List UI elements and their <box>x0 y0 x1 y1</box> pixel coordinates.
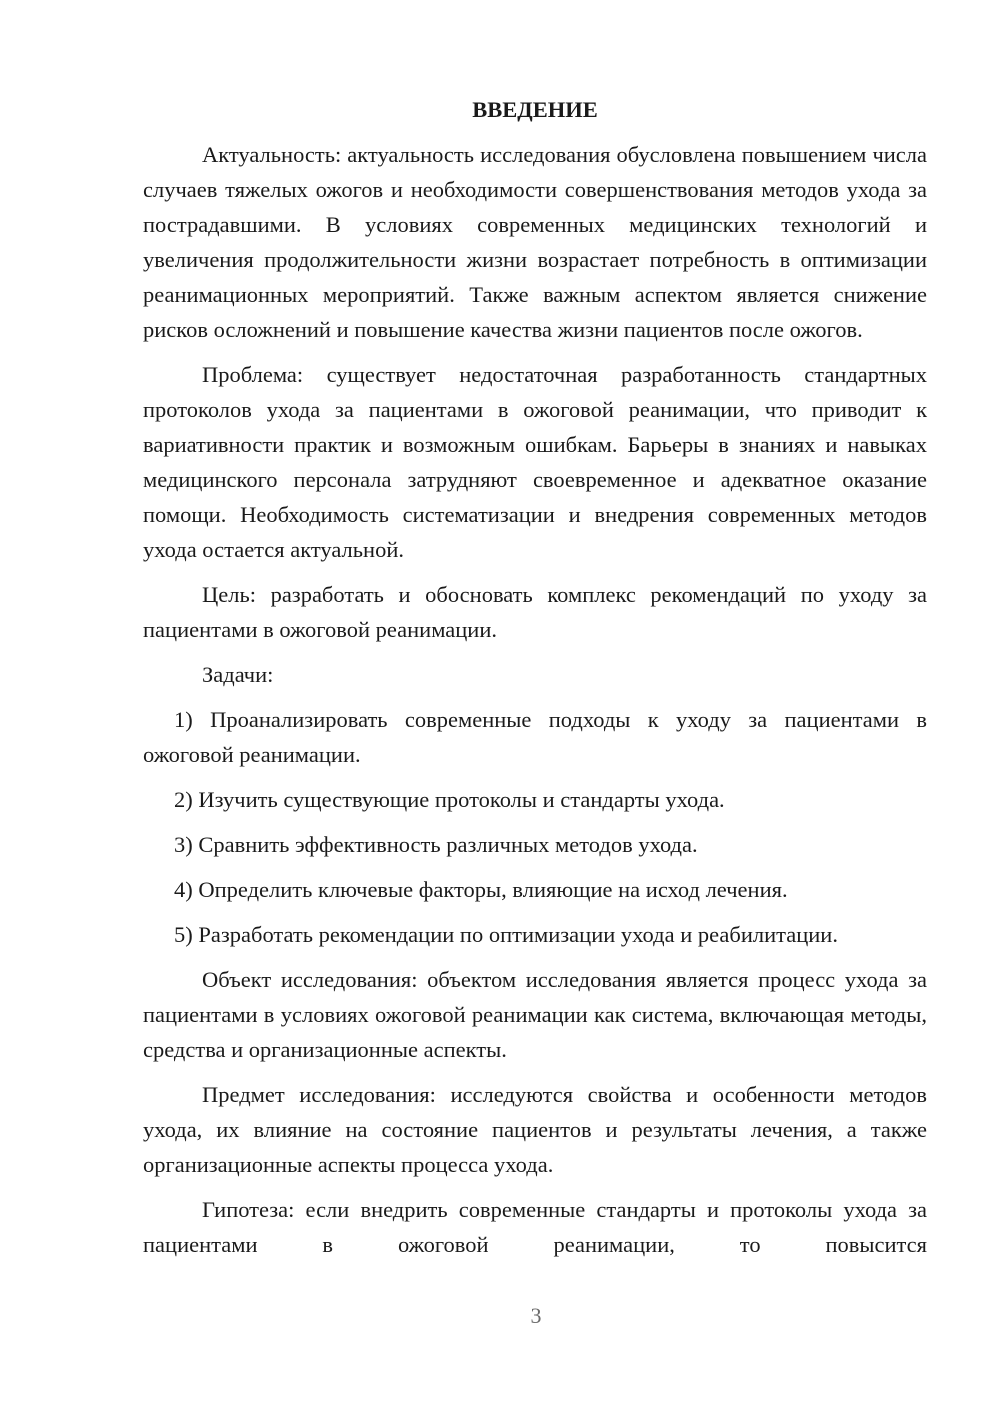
document-body <box>143 92 927 1272</box>
tasks-label: Задачи: <box>202 662 274 687</box>
page-number: 3 <box>530 1303 542 1328</box>
task-item: 5) Разработать рекомендации по оптимизации ухода и реабилитации. <box>174 922 838 947</box>
task-item: 3) Сравнить эффективность различных методов ухода. <box>174 832 698 857</box>
subject-paragraph: Предмет исследования: исследуются свойства и особенности методов ухода, их влияние на состояние пациентов и результаты лечения, а также организационные аспекты процесса ухода. <box>143 1082 927 1177</box>
section-heading: ВВЕДЕНИЕ <box>472 97 598 122</box>
hypothesis-paragraph: Гипотеза: если внедрить современные стандарты и протоколы ухода за пациентами в ожоговой реанимации, то повысится <box>143 1197 927 1257</box>
goal-paragraph: Цель: разработать и обосновать комплекс рекомендаций по уходу за пациентами в ожоговой реанимации. <box>143 582 927 642</box>
task-item: 4) Определить ключевые факторы, влияющие на исход лечения. <box>174 877 788 902</box>
object-paragraph: Объект исследования: объектом исследования является процесс ухода за пациентами в условиях ожоговой реанимации как система, включающая методы, средства и организационные аспекты. <box>143 967 927 1062</box>
problem-paragraph: Проблема: существует недостаточная разработанность стандартных протоколов ухода за пациентами в ожоговой реанимации, что приводит к вариативности практик и возможным ошибкам. Барьеры в знаниях и навыках медицинского персонала затрудняют своевременное и адекватное оказание помощи. Необходимость систематизации и внедрения современных методов ухода остается актуальной. <box>143 362 927 562</box>
task-item: 2) Изучить существующие протоколы и стандарты ухода. <box>174 787 725 812</box>
task-item: 1) Проанализировать современные подходы к уходу за пациентами в ожоговой реанимации. <box>143 707 927 767</box>
relevance-paragraph: Актуальность: актуальность исследования обусловлена повышением числа случаев тяжелых ожогов и необходимости совершенствования методов ухода за пострадавшими. В условиях современных медицинских технологий и увеличения продолжительности жизни возрастает потребность в оптимизации реанимационных мероприятий. Также важным аспектом является снижение рисков осложнений и повышение качества жизни пациентов после ожогов. <box>143 142 927 342</box>
